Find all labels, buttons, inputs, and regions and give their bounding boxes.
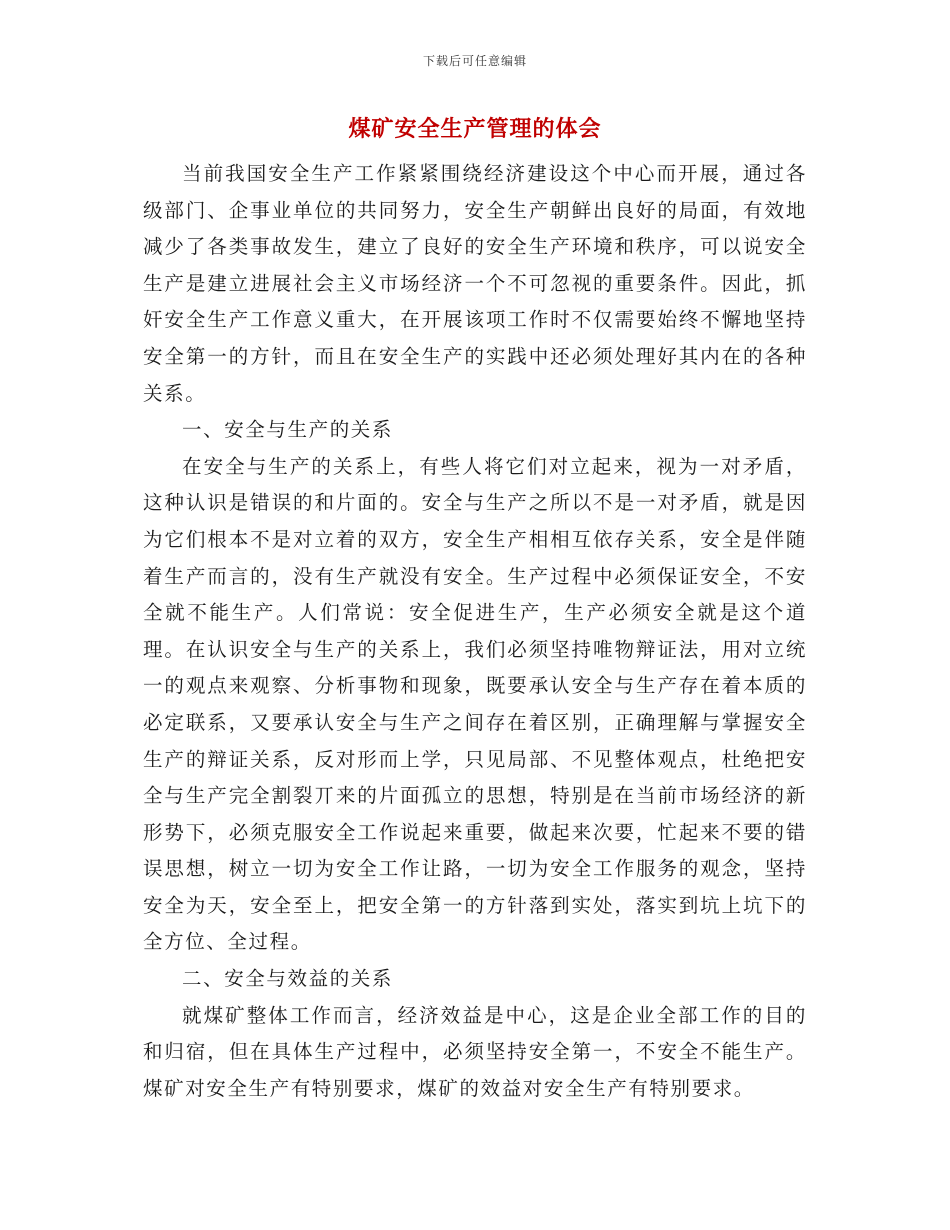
document-body bbox=[143, 156, 807, 1107]
intro-paragraph: 当前我国安全生产工作紧紧围绕经济建设这个中心而开展，通过各级部门、企事业单位的共同努力，安全生产朝鲜出良好的局面，有效地减少了各类事故发生，建立了良好的安全生产环境和秩序，可以说安全生产是建立进展社会主义市场经济一个不可忽视的重要条件。因此，抓奸安全生产工作意义重大，在开展该项工作时不仅需要始终不懈地坚持安全第一的方针，而且在安全生产的实践中还必须处理好其内在的各种关系。 bbox=[143, 162, 807, 405]
document-title: 煤矿安全生产管理的体会 bbox=[348, 116, 602, 142]
header-note: 下载后可任意编辑 bbox=[422, 54, 527, 68]
section-heading-2: 二、安全与效益的关系 bbox=[182, 967, 394, 991]
section-heading-1: 一、安全与生产的关系 bbox=[182, 418, 394, 442]
section-2-paragraph: 就煤矿整体工作而言，经济效益是中心，这是企业全部工作的目的和归宿，但在具体生产过程中，必须坚持安全第一，不安全不能生产。煤矿对安全生产有特别要求，煤矿的效益对安全生产有特别要求。 bbox=[143, 1003, 807, 1100]
section-1-paragraph: 在安全与生产的关系上，有些人将它们对立起来，视为一对矛盾，这种认识是错误的和片面的。安全与生产之所以不是一对矛盾，就是因为它们根本不是对立着的双方，安全生产相相互依存关系，安全是伴随着生产而言的，没有生产就没有安全。生产过程中必须保证安全，不安全就不能生产。人们常说：安全促进生产，生产必须安全就是这个道理。在认识安全与生产的关系上，我们必须坚持唯物辩证法，用对立统一的观点来观察、分析事物和现象，既要承认安全与生产存在着本质的必定联系，又要承认安全与生产之间存在着区别，正确理解与掌握安全生产的辩证关系，反对形而上学，只见局部、不见整体观点，杜绝把安全与生产完全割裂丌来的片面孤立的思想，特别是在当前市场经济的新形势下，必须克服安全工作说起来重要，做起来次要，忙起来不要的错误思想，树立一切为安全工作让路，一切为安全工作服务的观念，坚持安全为天，安全至上，把安全第一的方针落到实处，落实到坑上坑下的全方位、全过程。 bbox=[143, 454, 807, 954]
